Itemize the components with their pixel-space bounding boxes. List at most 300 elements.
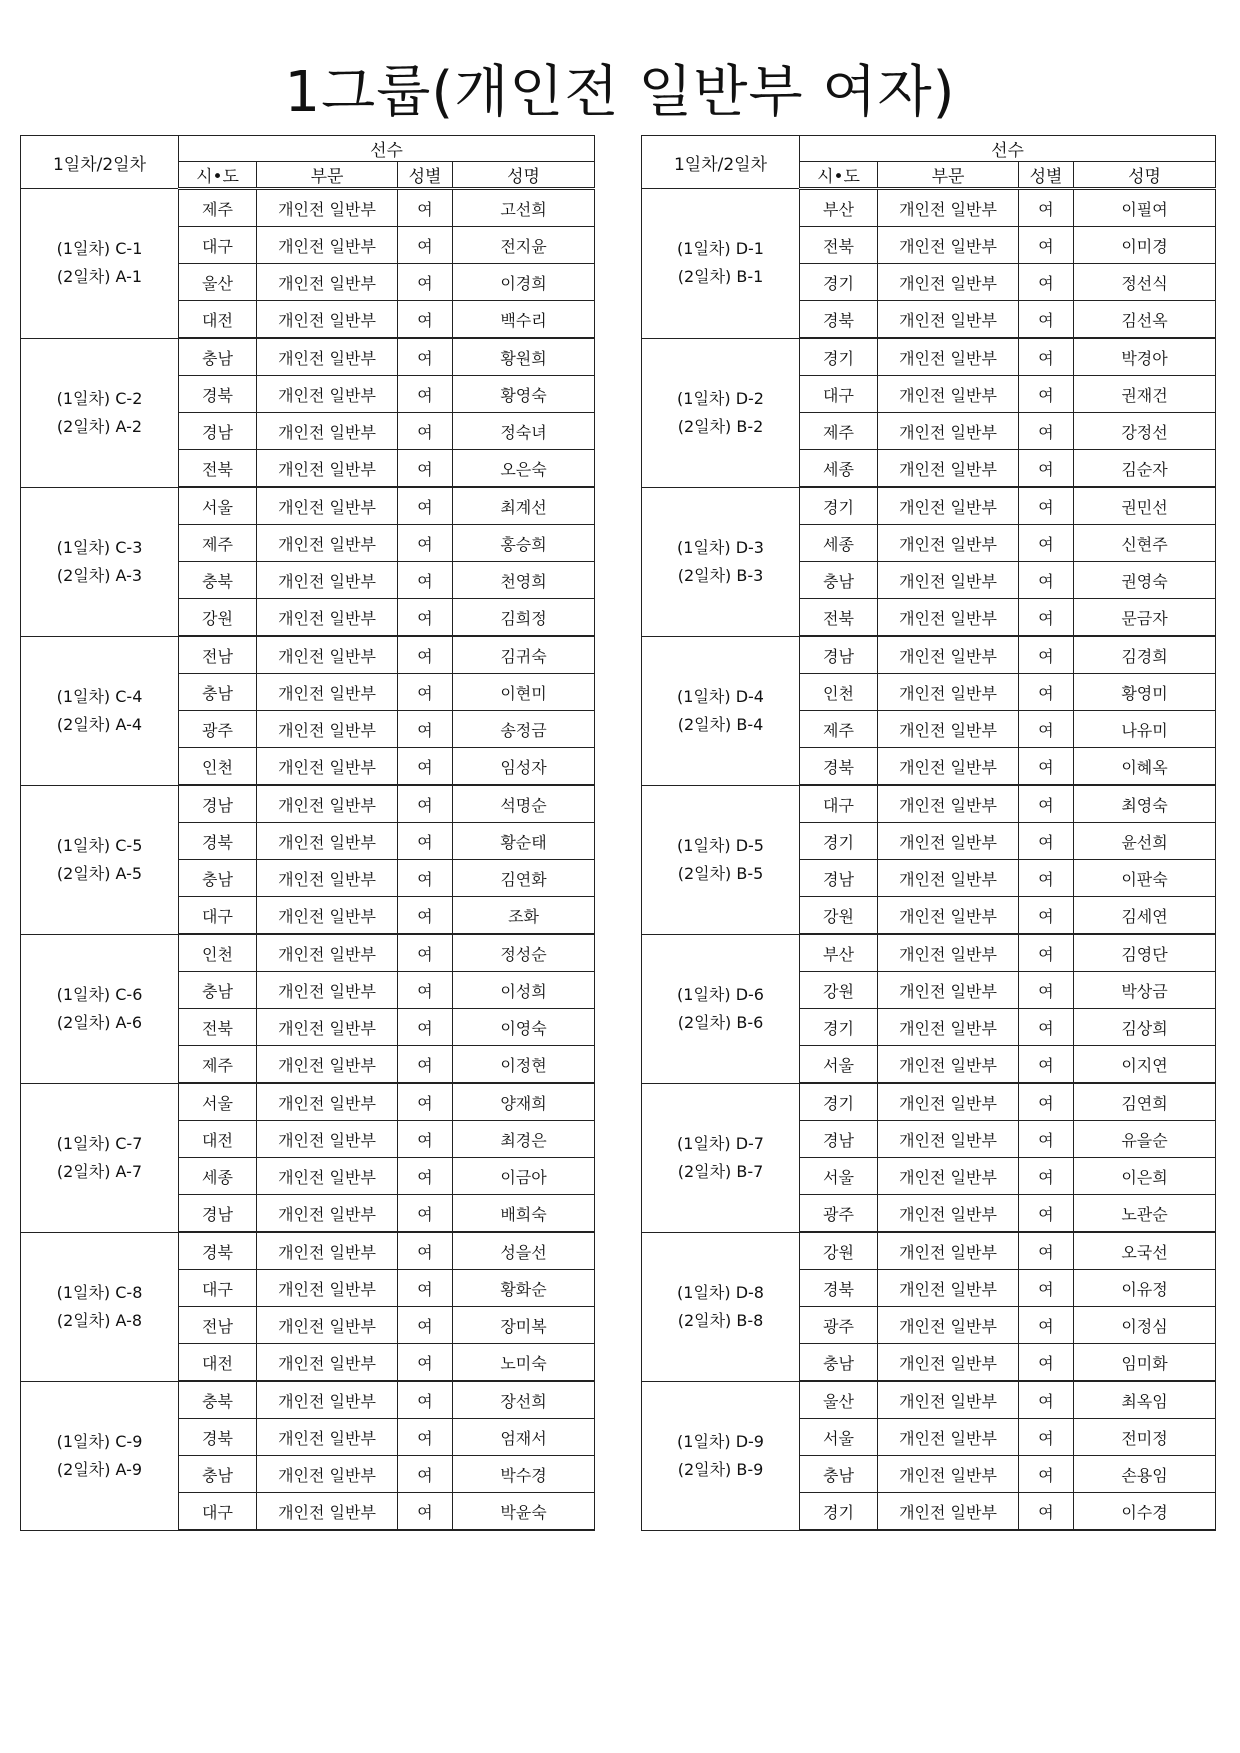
round-cell: [21, 1083, 179, 1232]
name-cell: 전미정: [1074, 1419, 1216, 1456]
name-cell: 강정선: [1074, 413, 1216, 450]
region-cell: 대구: [179, 1493, 257, 1531]
region-cell: 대전: [179, 1344, 257, 1382]
table-row: [642, 189, 1216, 227]
table-row: [642, 785, 1216, 823]
name-cell: 노관순: [1074, 1195, 1216, 1233]
region-cell: 전북: [800, 227, 878, 264]
division-cell: 개인전 일반부: [257, 972, 398, 1009]
name-cell: 전지윤: [453, 227, 595, 264]
round-cell: [21, 189, 179, 339]
division-cell: 개인전 일반부: [878, 711, 1019, 748]
day1-label: (1일차) C-4: [56, 686, 143, 706]
gender-cell: 여: [398, 562, 453, 599]
division-cell: 개인전 일반부: [878, 376, 1019, 413]
name-cell: 이금아: [453, 1158, 595, 1195]
name-cell: 이유정: [1074, 1270, 1216, 1307]
region-cell: 서울: [800, 1158, 878, 1195]
name-cell: 최영숙: [1074, 785, 1216, 823]
gender-cell: 여: [398, 636, 453, 674]
group-block: [642, 1381, 1216, 1530]
division-cell: 개인전 일반부: [257, 1381, 398, 1419]
name-cell: 신현주: [1074, 525, 1216, 562]
region-cell: 울산: [179, 264, 257, 301]
region-cell: 경기: [800, 1083, 878, 1121]
division-cell: 개인전 일반부: [257, 785, 398, 823]
gender-cell: 여: [1019, 1083, 1074, 1121]
division-cell: 개인전 일반부: [257, 413, 398, 450]
name-cell: 이은희: [1074, 1158, 1216, 1195]
division-cell: 개인전 일반부: [878, 450, 1019, 488]
region-cell: 충북: [179, 562, 257, 599]
group-block: [642, 934, 1216, 1083]
gender-cell: 여: [1019, 1456, 1074, 1493]
division-cell: 개인전 일반부: [257, 301, 398, 339]
name-cell: 정숙녀: [453, 413, 595, 450]
name-cell: 김영단: [1074, 934, 1216, 972]
region-cell: 전북: [179, 450, 257, 488]
day1-label: (1일차) D-9: [677, 1431, 764, 1451]
name-cell: 황화순: [453, 1270, 595, 1307]
group-table-left: [20, 135, 595, 1531]
region-cell: 강원: [800, 972, 878, 1009]
round-cell: [642, 934, 800, 1083]
division-cell: 개인전 일반부: [878, 1046, 1019, 1084]
table-row: [21, 1232, 595, 1270]
division-cell: 개인전 일반부: [878, 525, 1019, 562]
day2-label: (2일차) A-7: [56, 1161, 143, 1181]
name-cell: 박경아: [1074, 338, 1216, 376]
gender-cell: 여: [398, 227, 453, 264]
gender-cell: 여: [1019, 413, 1074, 450]
name-cell: 정선식: [1074, 264, 1216, 301]
table-row: [21, 487, 595, 525]
round-cell: [21, 785, 179, 934]
table-row: [642, 636, 1216, 674]
region-cell: 경기: [800, 487, 878, 525]
day1-label: (1일차) D-2: [677, 388, 764, 408]
division-cell: 개인전 일반부: [257, 487, 398, 525]
region-cell: 충남: [179, 338, 257, 376]
gender-cell: 여: [398, 525, 453, 562]
group-table-right: [641, 135, 1216, 1531]
day1-label: (1일차) C-2: [56, 388, 143, 408]
gender-cell: 여: [1019, 376, 1074, 413]
region-cell: 경남: [800, 1121, 878, 1158]
gender-cell: 여: [398, 1381, 453, 1419]
region-cell: 강원: [800, 1232, 878, 1270]
name-cell: 천영희: [453, 562, 595, 599]
region-cell: 대구: [800, 785, 878, 823]
gender-cell: 여: [1019, 636, 1074, 674]
name-cell: 박상금: [1074, 972, 1216, 1009]
table-row: [21, 785, 595, 823]
gender-cell: 여: [1019, 599, 1074, 637]
day2-label: (2일차) B-1: [677, 267, 764, 287]
gender-cell: 여: [1019, 1493, 1074, 1531]
division-cell: 개인전 일반부: [257, 562, 398, 599]
region-cell: 제주: [179, 189, 257, 227]
group-block: [21, 785, 595, 934]
day2-label: (2일차) A-4: [56, 714, 143, 734]
round-cell: [642, 785, 800, 934]
name-cell: 조화: [453, 897, 595, 935]
day2-label: (2일차) A-8: [56, 1310, 143, 1330]
day2-label: (2일차) B-9: [677, 1459, 764, 1479]
region-cell: 경북: [800, 748, 878, 786]
name-cell: 나유미: [1074, 711, 1216, 748]
name-cell: 손용임: [1074, 1456, 1216, 1493]
gender-cell: 여: [1019, 301, 1074, 339]
gender-cell: 여: [1019, 1419, 1074, 1456]
region-cell: 경남: [179, 1195, 257, 1233]
gender-cell: 여: [1019, 823, 1074, 860]
region-cell: 제주: [179, 525, 257, 562]
region-cell: 제주: [179, 1046, 257, 1084]
name-cell: 임성자: [453, 748, 595, 786]
region-cell: 광주: [800, 1195, 878, 1233]
division-cell: 개인전 일반부: [878, 562, 1019, 599]
gender-cell: 여: [398, 711, 453, 748]
division-cell: 개인전 일반부: [878, 1344, 1019, 1382]
name-cell: 이혜옥: [1074, 748, 1216, 786]
division-cell: 개인전 일반부: [878, 934, 1019, 972]
gender-cell: 여: [1019, 860, 1074, 897]
gender-cell: 여: [1019, 525, 1074, 562]
gender-cell: 여: [398, 1493, 453, 1531]
name-cell: 성을선: [453, 1232, 595, 1270]
region-cell: 경기: [800, 823, 878, 860]
division-cell: 개인전 일반부: [878, 823, 1019, 860]
division-cell: 개인전 일반부: [878, 674, 1019, 711]
region-cell: 충남: [179, 972, 257, 1009]
day2-label: (2일차) B-6: [677, 1012, 764, 1032]
day2-label: (2일차) A-3: [56, 565, 143, 585]
gender-cell: 여: [398, 1121, 453, 1158]
name-cell: 윤선희: [1074, 823, 1216, 860]
region-cell: 세종: [800, 450, 878, 488]
round-cell: [642, 338, 800, 487]
gender-cell: 여: [398, 674, 453, 711]
region-cell: 전남: [179, 636, 257, 674]
name-cell: 장선희: [453, 1381, 595, 1419]
name-cell: 홍승희: [453, 525, 595, 562]
region-cell: 강원: [179, 599, 257, 637]
division-cell: 개인전 일반부: [878, 1083, 1019, 1121]
table-row: [642, 487, 1216, 525]
division-cell: 개인전 일반부: [878, 599, 1019, 637]
region-cell: 경기: [800, 1009, 878, 1046]
name-cell: 김상희: [1074, 1009, 1216, 1046]
region-cell: 대구: [179, 897, 257, 935]
division-cell: 개인전 일반부: [878, 264, 1019, 301]
division-cell: 개인전 일반부: [257, 748, 398, 786]
region-cell: 전남: [179, 1307, 257, 1344]
round-cell: [21, 1381, 179, 1530]
division-cell: 개인전 일반부: [878, 897, 1019, 935]
division-cell: 개인전 일반부: [878, 301, 1019, 339]
name-cell: 김연희: [1074, 1083, 1216, 1121]
gender-cell: 여: [1019, 972, 1074, 1009]
day1-label: (1일차) D-8: [677, 1282, 764, 1302]
name-cell: 권영숙: [1074, 562, 1216, 599]
gender-cell: 여: [1019, 1121, 1074, 1158]
group-block: [21, 636, 595, 785]
round-cell: [642, 1083, 800, 1232]
day2-label: (2일차) B-7: [677, 1161, 764, 1181]
region-cell: 경남: [179, 413, 257, 450]
day1-label: (1일차) C-9: [56, 1431, 143, 1451]
region-cell: 대구: [179, 1270, 257, 1307]
gender-cell: 여: [1019, 1232, 1074, 1270]
gender-cell: 여: [398, 1456, 453, 1493]
header-row: [642, 136, 1216, 162]
table-row: [642, 1381, 1216, 1419]
region-cell: 경기: [800, 1493, 878, 1531]
region-cell: 서울: [179, 1083, 257, 1121]
day1-label: (1일차) D-3: [677, 537, 764, 557]
name-cell: 권민선: [1074, 487, 1216, 525]
name-cell: 이정현: [453, 1046, 595, 1084]
round-cell: [642, 1381, 800, 1530]
day2-label: (2일차) B-8: [677, 1310, 764, 1330]
group-block: [21, 487, 595, 636]
region-cell: 충남: [179, 674, 257, 711]
day2-label: (2일차) B-3: [677, 565, 764, 585]
gender-cell: 여: [398, 1083, 453, 1121]
division-cell: 개인전 일반부: [257, 338, 398, 376]
gender-header: 성별: [398, 162, 453, 189]
region-cell: 제주: [800, 711, 878, 748]
division-cell: 개인전 일반부: [878, 1419, 1019, 1456]
gender-cell: 여: [398, 189, 453, 227]
division-cell: 개인전 일반부: [257, 823, 398, 860]
group-block: [642, 189, 1216, 339]
gender-cell: 여: [1019, 934, 1074, 972]
division-cell: 개인전 일반부: [257, 860, 398, 897]
region-cell: 충남: [179, 1456, 257, 1493]
division-cell: 개인전 일반부: [257, 227, 398, 264]
name-cell: 권재건: [1074, 376, 1216, 413]
region-cell: 세종: [179, 1158, 257, 1195]
region-cell: 광주: [179, 711, 257, 748]
region-cell: 울산: [800, 1381, 878, 1419]
gender-cell: 여: [398, 338, 453, 376]
day2-label: (2일차) A-6: [56, 1012, 143, 1032]
round-cell: [21, 338, 179, 487]
round-header: 1일차/2일차: [21, 136, 179, 189]
name-cell: 유을순: [1074, 1121, 1216, 1158]
region-cell: 인천: [179, 934, 257, 972]
gender-cell: 여: [1019, 487, 1074, 525]
group-block: [21, 934, 595, 1083]
gender-cell: 여: [1019, 264, 1074, 301]
region-cell: 인천: [800, 674, 878, 711]
round-cell: [642, 1232, 800, 1381]
region-cell: 세종: [800, 525, 878, 562]
gender-cell: 여: [1019, 1009, 1074, 1046]
gender-cell: 여: [1019, 1270, 1074, 1307]
gender-cell: 여: [398, 1009, 453, 1046]
gender-cell: 여: [1019, 562, 1074, 599]
gender-cell: 여: [398, 599, 453, 637]
region-cell: 서울: [179, 487, 257, 525]
region-cell: 대전: [179, 301, 257, 339]
day1-label: (1일차) D-6: [677, 984, 764, 1004]
division-cell: 개인전 일반부: [257, 1083, 398, 1121]
group-block: [642, 338, 1216, 487]
day1-label: (1일차) C-1: [56, 239, 143, 259]
gender-cell: 여: [398, 934, 453, 972]
name-cell: 김순자: [1074, 450, 1216, 488]
name-cell: 김세연: [1074, 897, 1216, 935]
round-cell: [21, 1232, 179, 1381]
table-row: [21, 1083, 595, 1121]
region-cell: 경남: [800, 860, 878, 897]
gender-cell: 여: [398, 1046, 453, 1084]
region-cell: 부산: [800, 934, 878, 972]
day1-label: (1일차) C-3: [56, 537, 143, 557]
region-header: 시•도: [800, 162, 878, 189]
gender-cell: 여: [1019, 450, 1074, 488]
region-cell: 충남: [179, 860, 257, 897]
division-cell: 개인전 일반부: [878, 487, 1019, 525]
division-cell: 개인전 일반부: [257, 636, 398, 674]
name-cell: 이지연: [1074, 1046, 1216, 1084]
division-cell: 개인전 일반부: [878, 413, 1019, 450]
region-cell: 대전: [179, 1121, 257, 1158]
division-cell: 개인전 일반부: [878, 1456, 1019, 1493]
gender-cell: 여: [1019, 1344, 1074, 1382]
table-row: [21, 338, 595, 376]
division-cell: 개인전 일반부: [257, 376, 398, 413]
round-cell: [21, 487, 179, 636]
gender-cell: 여: [398, 1307, 453, 1344]
name-cell: 김희정: [453, 599, 595, 637]
region-cell: 경북: [179, 1419, 257, 1456]
region-cell: 대구: [800, 376, 878, 413]
gender-cell: 여: [398, 1195, 453, 1233]
name-cell: 송정금: [453, 711, 595, 748]
group-block: [642, 1232, 1216, 1381]
gender-cell: 여: [398, 301, 453, 339]
region-cell: 부산: [800, 189, 878, 227]
gender-cell: 여: [1019, 897, 1074, 935]
division-cell: 개인전 일반부: [878, 227, 1019, 264]
division-cell: 개인전 일반부: [878, 338, 1019, 376]
name-cell: 황영미: [1074, 674, 1216, 711]
day1-label: (1일차) D-4: [677, 686, 764, 706]
day1-label: (1일차) C-7: [56, 1133, 143, 1153]
division-cell: 개인전 일반부: [878, 1232, 1019, 1270]
region-cell: 충남: [800, 562, 878, 599]
table-row: [21, 1381, 595, 1419]
division-cell: 개인전 일반부: [257, 525, 398, 562]
round-cell: [642, 487, 800, 636]
group-block: [21, 189, 595, 339]
gender-header: 성별: [1019, 162, 1074, 189]
division-cell: 개인전 일반부: [257, 1121, 398, 1158]
page-title: 1그룹(개인전 일반부 여자): [284, 60, 956, 125]
table-row: [642, 934, 1216, 972]
name-cell: 오국선: [1074, 1232, 1216, 1270]
group-block: [21, 1381, 595, 1530]
division-cell: 개인전 일반부: [257, 1009, 398, 1046]
division-cell: 개인전 일반부: [257, 1195, 398, 1233]
gender-cell: 여: [398, 376, 453, 413]
division-cell: 개인전 일반부: [878, 1195, 1019, 1233]
region-cell: 서울: [800, 1419, 878, 1456]
division-cell: 개인전 일반부: [878, 636, 1019, 674]
group-block: [642, 636, 1216, 785]
region-cell: 전북: [800, 599, 878, 637]
region-cell: 경기: [800, 264, 878, 301]
region-cell: 경남: [800, 636, 878, 674]
gender-cell: 여: [1019, 785, 1074, 823]
division-cell: 개인전 일반부: [878, 1381, 1019, 1419]
gender-cell: 여: [398, 487, 453, 525]
gender-cell: 여: [398, 785, 453, 823]
gender-cell: 여: [1019, 1158, 1074, 1195]
group-block: [642, 487, 1216, 636]
region-cell: 인천: [179, 748, 257, 786]
table-row: [21, 189, 595, 227]
round-cell: [642, 636, 800, 785]
table-row: [21, 636, 595, 674]
name-cell: 박윤숙: [453, 1493, 595, 1531]
gender-cell: 여: [398, 413, 453, 450]
name-cell: 이성희: [453, 972, 595, 1009]
region-header: 시•도: [179, 162, 257, 189]
gender-cell: 여: [1019, 748, 1074, 786]
gender-cell: 여: [398, 1232, 453, 1270]
day1-label: (1일차) D-1: [677, 239, 764, 259]
name-header: 성명: [1074, 162, 1216, 189]
player-header: 선수: [800, 136, 1216, 162]
gender-cell: 여: [1019, 338, 1074, 376]
name-cell: 오은숙: [453, 450, 595, 488]
round-cell: [21, 636, 179, 785]
day2-label: (2일차) A-1: [56, 267, 143, 287]
name-cell: 김귀숙: [453, 636, 595, 674]
name-cell: 이현미: [453, 674, 595, 711]
name-cell: 문금자: [1074, 599, 1216, 637]
name-cell: 박수경: [453, 1456, 595, 1493]
region-cell: 서울: [800, 1046, 878, 1084]
day2-label: (2일차) A-9: [56, 1459, 143, 1479]
day2-label: (2일차) B-4: [677, 714, 764, 734]
gender-cell: 여: [1019, 1046, 1074, 1084]
name-cell: 이정심: [1074, 1307, 1216, 1344]
day2-label: (2일차) B-5: [677, 863, 764, 883]
name-cell: 이경희: [453, 264, 595, 301]
gender-cell: 여: [398, 264, 453, 301]
name-cell: 최경은: [453, 1121, 595, 1158]
division-cell: 개인전 일반부: [257, 1270, 398, 1307]
region-cell: 충남: [800, 1344, 878, 1382]
region-cell: 경북: [179, 823, 257, 860]
gender-cell: 여: [398, 1270, 453, 1307]
region-cell: 충북: [179, 1381, 257, 1419]
group-block: [642, 1083, 1216, 1232]
division-cell: 개인전 일반부: [257, 1158, 398, 1195]
division-cell: 개인전 일반부: [878, 1493, 1019, 1531]
gender-cell: 여: [398, 1419, 453, 1456]
name-cell: 배희숙: [453, 1195, 595, 1233]
day2-label: (2일차) A-2: [56, 416, 143, 436]
region-cell: 광주: [800, 1307, 878, 1344]
day2-label: (2일차) B-2: [677, 416, 764, 436]
